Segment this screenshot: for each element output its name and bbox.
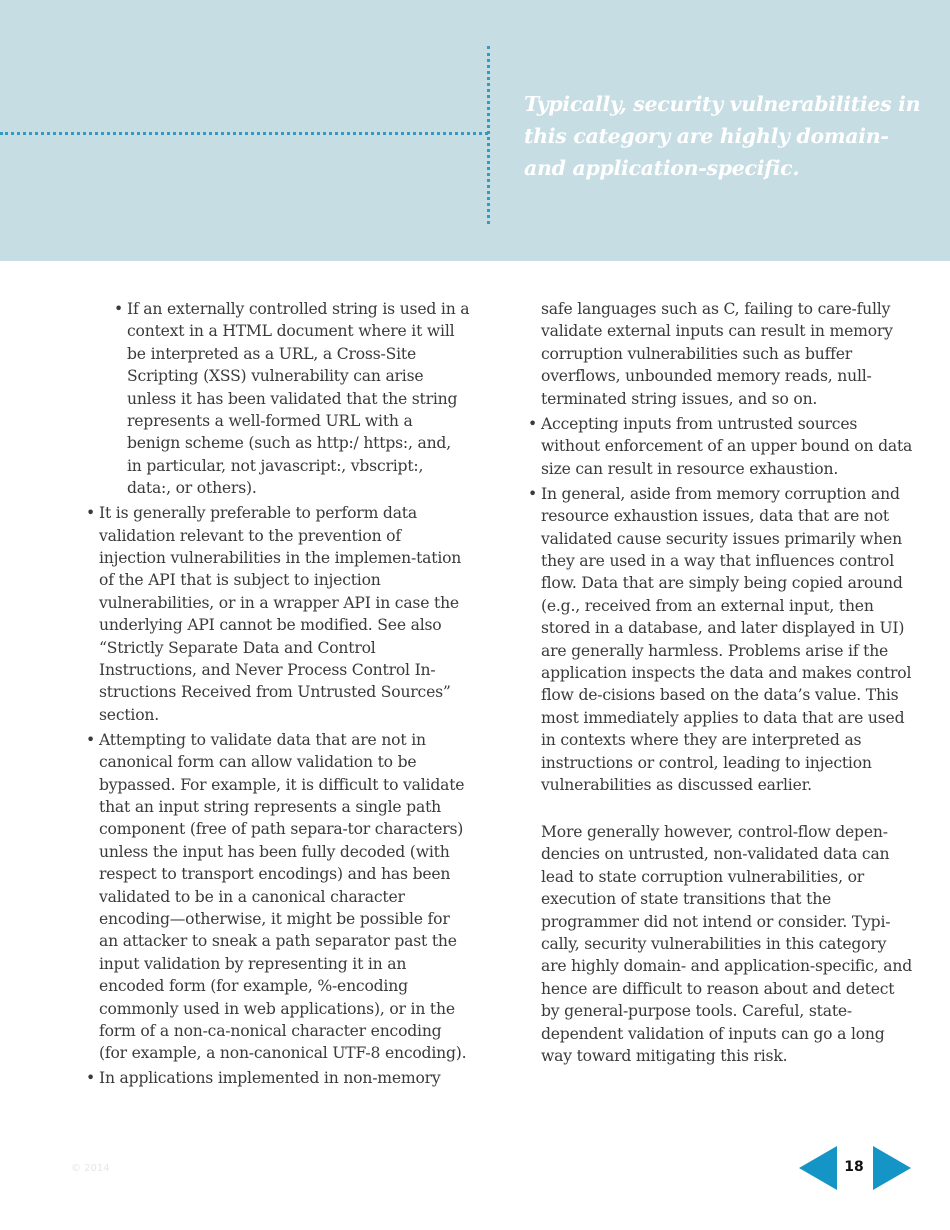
bullet-list bbox=[85, 502, 470, 1090]
list-item: • In general, aside from memory corruption and resource exhaustion issues, data that are not validated cause security issues primarily when they are used in a way that influences control flow. Data that are simply being copied around (e.g., received from an external input, then stored in a database, and later displayed in UI) are generally harmless. Problems arise if the application inspects the data and makes control flow de-cisions based on the data’s value. This most immediately applies to data that are used in contexts where they are interpreted as instructions or control, leading to injection vulnerabilities as discussed earlier. bbox=[527, 483, 915, 797]
previous-page-arrow-icon[interactable] bbox=[799, 1146, 837, 1190]
pull-quote: Typically, security vulnerabilities in this category are highly domain- and application-specific. bbox=[524, 92, 921, 180]
header-banner bbox=[0, 0, 950, 261]
bullet-list bbox=[527, 413, 915, 796]
body-paragraph: More generally however, control-flow depen-dencies on untrusted, non-validated data can lead to state corruption vulnerabilities, or execution of state transitions that the programmer did not intend or consider. Typi-cally, security vulnerabilities in this category are highly domain- and application-specific, and hence are difficult to reason about and detect by general-purpose tools. Careful, state-dependent validation of inputs can go a long way toward mitigating this risk. bbox=[541, 822, 913, 1065]
list-item: • Accepting inputs from untrusted sources without enforcement of an upper bound on data size can result in resource exhaustion. bbox=[527, 413, 915, 480]
list-item: • Attempting to validate data that are not in canonical form can allow validation to be bypassed. For example, it is difficult to validate that an input string represents a single path component (free of path separa-tor characters) unless the input has been fully decoded (with respect to transport encodings) and has been validated to be in a canonical character encoding—otherwise, it might be possible for an attacker to sneak a path separator past the input validation by representing it in an encoded form (for example, %-encoding commonly used in web applications), or in the form of a non-ca-nonical character encoding (for example, a non-canonical UTF-8 encoding). bbox=[85, 729, 470, 1065]
next-page-arrow-icon[interactable] bbox=[873, 1146, 911, 1190]
list-item: • If an externally controlled string is used in a context in a HTML document where it will be interpreted as a URL, a Cross-Site Scripting (XSS) vulnerability can arise unless it has been validated that the string represents a well-formed URL with a benign scheme (such as http:/ https:, and, in particular, not javascript:, vbscript:, data:, or others). bbox=[113, 298, 470, 500]
continuation-text: safe languages such as C, failing to care-fully validate external inputs can result in memory corruption vulnerabilities such as buffer overflows, unbounded memory reads, null-terminated string issues, and so on. bbox=[541, 300, 893, 408]
list-item: • In applications implemented in non-memory bbox=[85, 1067, 470, 1089]
copyright-text: © 2014 bbox=[71, 1163, 110, 1174]
sub-bullet-list bbox=[85, 298, 470, 500]
page-number: 18 bbox=[844, 1159, 864, 1175]
dotted-rule-vertical bbox=[487, 46, 490, 224]
left-column bbox=[85, 298, 470, 1092]
right-column bbox=[527, 298, 915, 1067]
dotted-rule-horizontal bbox=[0, 132, 488, 135]
list-item: • It is generally preferable to perform data validation relevant to the prevention of injection vulnerabilities in the implemen-tation of the API that is subject to injection vulnerabilities, or in a wrapper API in case the underlying API cannot be modified. See also “Strictly Separate Data and Control Instructions, and Never Process Control In-structions Received from Untrusted Sources” section. bbox=[85, 502, 470, 726]
page-navigation bbox=[799, 1146, 911, 1190]
paragraph-gap bbox=[527, 799, 915, 821]
